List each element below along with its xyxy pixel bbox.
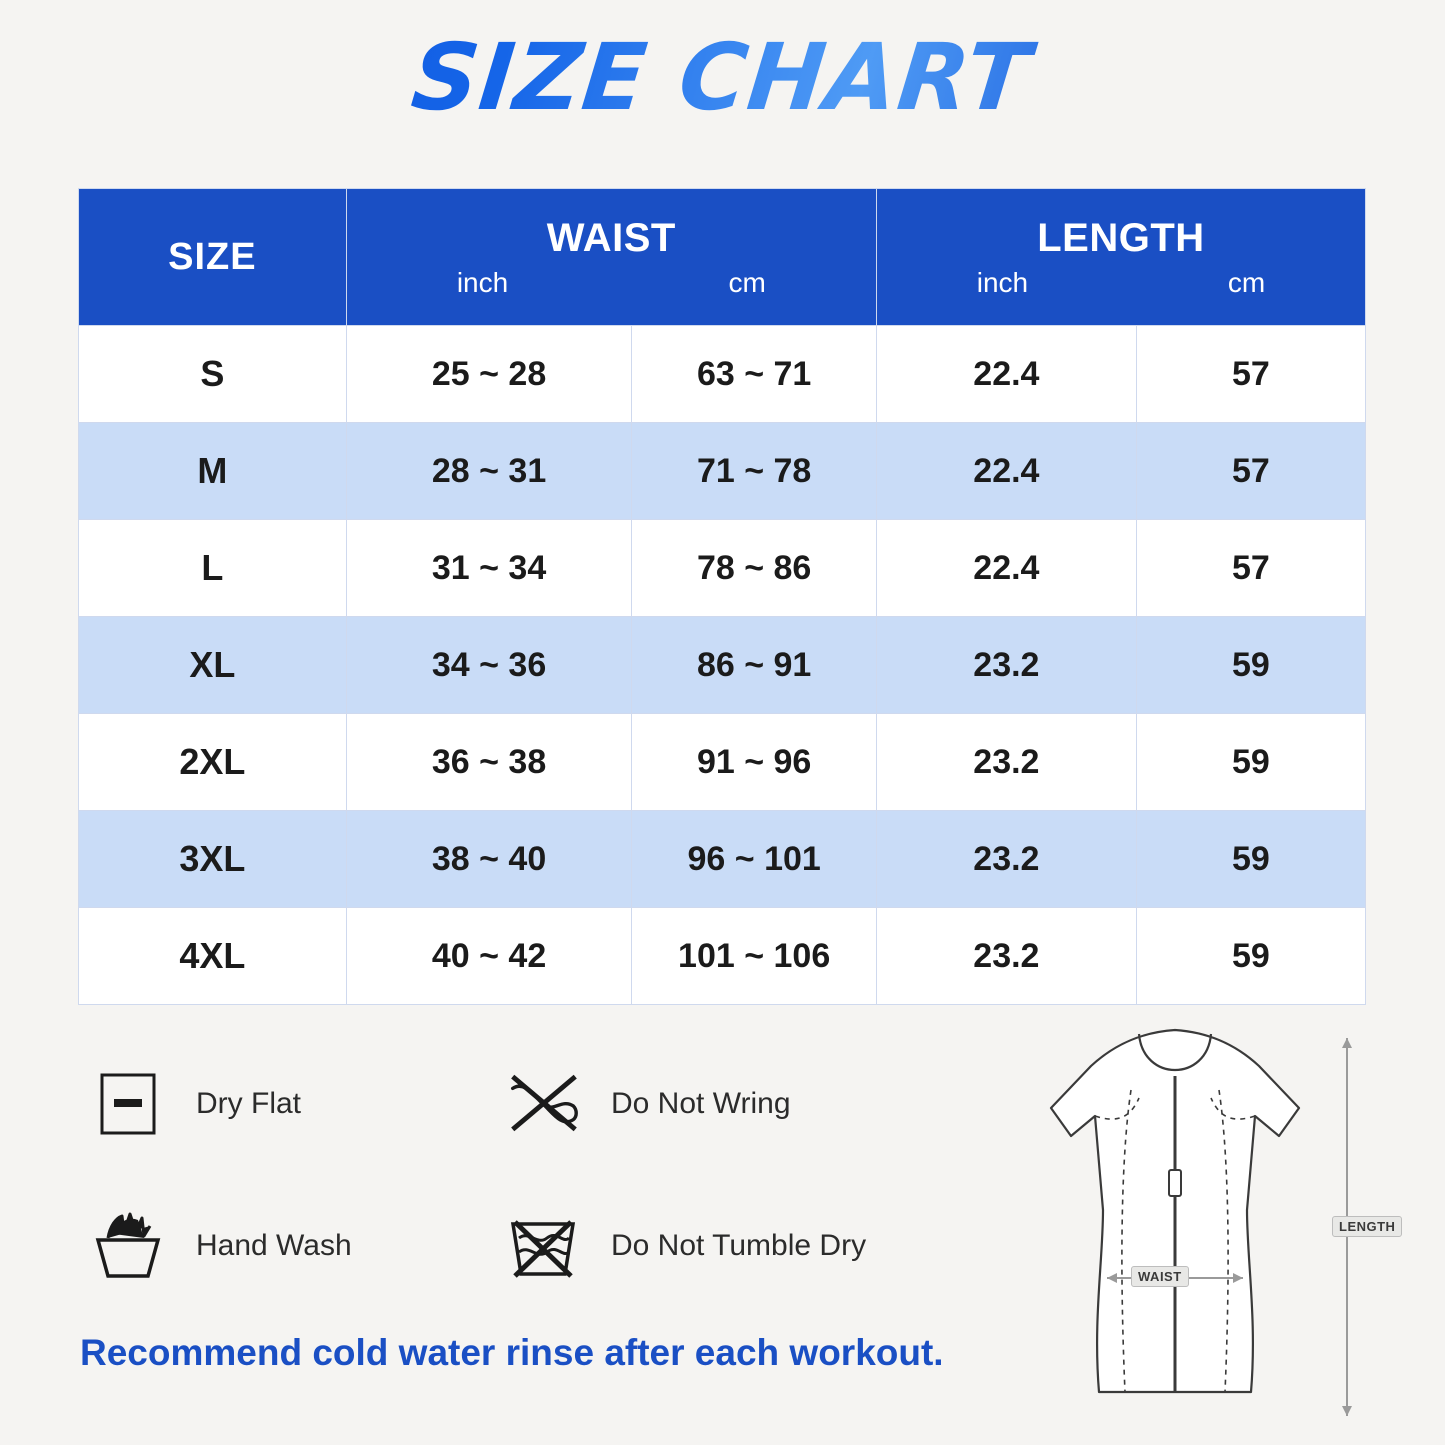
- cell-size: L: [79, 520, 347, 617]
- care-instructions: [86, 1062, 916, 1346]
- cell-waist-cm: 101 ~ 106: [632, 908, 877, 1005]
- cell-waist-inch: 36 ~ 38: [346, 714, 632, 811]
- garment-illustration: [979, 1020, 1399, 1430]
- care-item-do-not-tumble-dry: [501, 1204, 916, 1288]
- header-waist-unit-inch: inch: [456, 266, 509, 298]
- cell-waist-inch: 25 ~ 28: [346, 326, 632, 423]
- cell-waist-inch: 28 ~ 31: [346, 423, 632, 520]
- cell-length-inch: 22.4: [876, 423, 1136, 520]
- care-note: Recommend cold water rinse after each workout.: [80, 1332, 944, 1373]
- cell-length-cm: 57: [1136, 326, 1365, 423]
- cell-size: 2XL: [79, 714, 347, 811]
- header-size-label: [79, 236, 346, 279]
- hand-wash-icon: [86, 1204, 170, 1288]
- dry-flat-icon: [86, 1062, 170, 1146]
- header-waist-label: WAIST: [546, 215, 676, 260]
- header-size-text: SIZE: [168, 235, 257, 278]
- cell-waist-inch: 38 ~ 40: [346, 811, 632, 908]
- care-row-1: [86, 1062, 916, 1146]
- cell-length-cm: 57: [1136, 423, 1365, 520]
- cell-waist-cm: 86 ~ 91: [632, 617, 877, 714]
- header-length: [876, 189, 1365, 326]
- care-item-do-not-wring: [501, 1062, 916, 1146]
- table-row: [79, 811, 1366, 908]
- header-length-label: LENGTH: [1037, 215, 1205, 260]
- table-row: [79, 326, 1366, 423]
- cell-size: XL: [79, 617, 347, 714]
- cell-length-cm: 59: [1136, 811, 1365, 908]
- table-row: [79, 617, 1366, 714]
- care-label-do-not-wring: Do Not Wring: [611, 1087, 791, 1120]
- do-not-wring-icon: [501, 1062, 585, 1146]
- care-label-hand-wash: Hand Wash: [196, 1229, 352, 1262]
- cell-waist-cm: 91 ~ 96: [632, 714, 877, 811]
- size-table: [78, 188, 1366, 1005]
- do-not-tumble-dry-icon: [501, 1204, 585, 1288]
- table-row: [79, 520, 1366, 617]
- cell-length-inch: 22.4: [876, 326, 1136, 423]
- cell-length-inch: 23.2: [876, 908, 1136, 1005]
- table-row: [79, 423, 1366, 520]
- care-label-dry-flat: Dry Flat: [196, 1087, 301, 1120]
- cell-size: S: [79, 326, 347, 423]
- header-length-unit-cm: cm: [1227, 266, 1266, 298]
- header-size: [79, 189, 347, 326]
- cell-size: 3XL: [79, 811, 347, 908]
- table-header: [79, 189, 1366, 326]
- size-table-container: [78, 188, 1366, 1005]
- cell-waist-cm: 71 ~ 78: [632, 423, 877, 520]
- page-title: SIZE CHART: [0, 0, 1445, 131]
- cell-length-cm: 59: [1136, 617, 1365, 714]
- cell-length-inch: 23.2: [876, 714, 1136, 811]
- care-row-2: [86, 1204, 916, 1288]
- cell-size: M: [79, 423, 347, 520]
- header-waist-unit-cm: cm: [728, 266, 766, 298]
- table-row: [79, 908, 1366, 1005]
- cell-length-cm: 59: [1136, 908, 1365, 1005]
- header-length-unit-inch: inch: [976, 266, 1029, 298]
- care-item-hand-wash: [86, 1204, 501, 1288]
- cell-length-inch: 23.2: [876, 617, 1136, 714]
- cell-waist-inch: 34 ~ 36: [346, 617, 632, 714]
- table-row: [79, 714, 1366, 811]
- cell-length-cm: 59: [1136, 714, 1365, 811]
- header-waist: [346, 189, 876, 326]
- cell-waist-inch: 40 ~ 42: [346, 908, 632, 1005]
- cell-length-cm: 57: [1136, 520, 1365, 617]
- cell-waist-cm: 96 ~ 101: [632, 811, 877, 908]
- waist-measure-tag: WAIST: [1131, 1266, 1189, 1287]
- length-measure-tag: LENGTH: [1332, 1216, 1402, 1237]
- cell-waist-inch: 31 ~ 34: [346, 520, 632, 617]
- cell-length-inch: 22.4: [876, 520, 1136, 617]
- cell-waist-cm: 78 ~ 86: [632, 520, 877, 617]
- cell-length-inch: 23.2: [876, 811, 1136, 908]
- cell-waist-cm: 63 ~ 71: [632, 326, 877, 423]
- care-label-do-not-tumble-dry: Do Not Tumble Dry: [611, 1229, 867, 1262]
- table-body: [79, 326, 1366, 1005]
- care-item-dry-flat: [86, 1062, 501, 1146]
- cell-size: 4XL: [79, 908, 347, 1005]
